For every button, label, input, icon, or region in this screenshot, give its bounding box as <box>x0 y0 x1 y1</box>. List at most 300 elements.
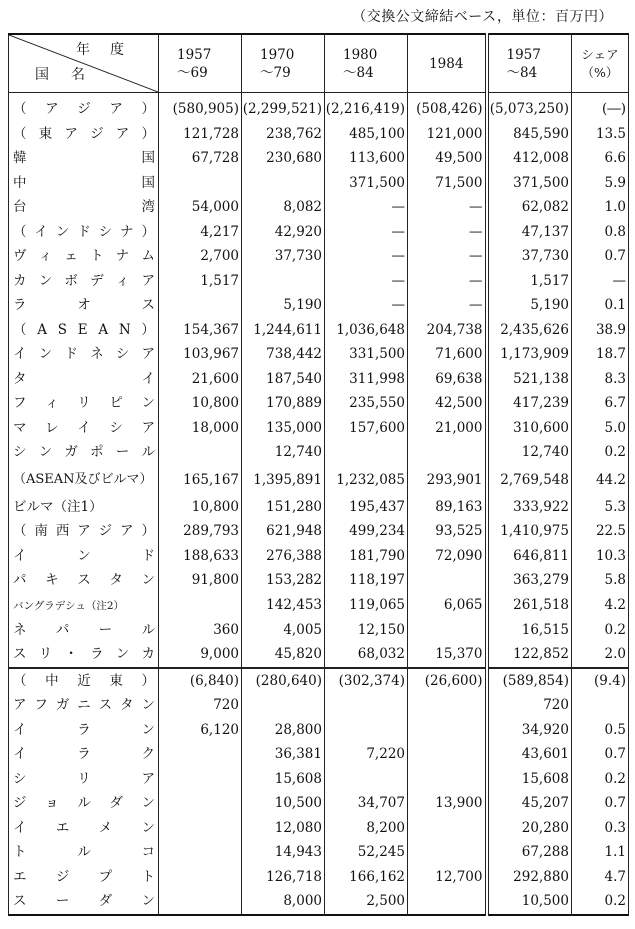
value-cell: 12,740 <box>487 440 572 465</box>
value-cell: 1.0 <box>572 195 629 220</box>
value-cell: 8.3 <box>572 367 629 392</box>
table-row <box>9 269 629 294</box>
value-cell: 118,197 <box>325 568 408 593</box>
country-name <box>9 718 159 743</box>
value-cell: 47,137 <box>487 220 572 245</box>
value-cell: 122,852 <box>487 642 572 668</box>
col-header-text: ～69 <box>177 64 208 81</box>
value-cell: — <box>408 269 487 294</box>
country-name-text: バングラデシュ（注2） <box>13 599 125 612</box>
table-row <box>9 171 629 196</box>
value-cell: 119,065 <box>325 593 408 618</box>
value-cell: 1,173,909 <box>487 342 572 367</box>
value-cell: 42,920 <box>242 220 325 245</box>
value-cell: 43,601 <box>487 742 572 767</box>
value-cell: 18,000 <box>159 416 242 441</box>
value-cell <box>159 889 242 915</box>
value-cell: 54,000 <box>159 195 242 220</box>
table-row <box>9 342 629 367</box>
country-name <box>9 244 159 269</box>
table-row <box>9 618 629 643</box>
value-cell: 45,207 <box>487 791 572 816</box>
value-cell: 621,948 <box>242 519 325 544</box>
value-cell: 0.7 <box>572 244 629 269</box>
value-cell: 1,244,611 <box>242 318 325 343</box>
country-name <box>9 618 159 643</box>
value-cell <box>408 440 487 465</box>
value-cell: 10,500 <box>487 889 572 915</box>
value-cell <box>325 693 408 718</box>
value-cell <box>159 767 242 792</box>
value-cell: 38.9 <box>572 318 629 343</box>
value-cell: 2,700 <box>159 244 242 269</box>
value-cell: 10,800 <box>159 391 242 416</box>
value-cell: 170,889 <box>242 391 325 416</box>
value-cell: 646,811 <box>487 544 572 569</box>
value-cell: 0.5 <box>572 718 629 743</box>
value-cell: 44.2 <box>572 465 629 495</box>
value-cell <box>325 718 408 743</box>
value-cell: 0.7 <box>572 742 629 767</box>
country-name-text: （ A S E A N ） <box>13 321 155 338</box>
country-name-text: イ エ メ ン <box>13 819 155 836</box>
country-name-text: ス ー ダ ン <box>13 893 155 910</box>
country-name-text: シ ン ガ ポ ー ル <box>13 444 155 461</box>
country-name <box>9 293 159 318</box>
value-cell: 49,500 <box>408 146 487 171</box>
value-cell: 363,279 <box>487 568 572 593</box>
country-name <box>9 593 159 618</box>
table-row <box>9 220 629 245</box>
value-cell: 311,998 <box>325 367 408 392</box>
country-name <box>9 318 159 343</box>
country-name-text: ラ オ ス <box>13 297 155 314</box>
value-cell <box>408 816 487 841</box>
value-cell: 187,540 <box>242 367 325 392</box>
table-row <box>9 93 629 122</box>
country-name <box>9 693 159 718</box>
table-row <box>9 816 629 841</box>
value-cell: 4,005 <box>242 618 325 643</box>
value-cell: — <box>325 269 408 294</box>
value-cell <box>408 693 487 718</box>
value-cell: — <box>325 220 408 245</box>
table-row <box>9 195 629 220</box>
value-cell: 5,190 <box>242 293 325 318</box>
country-name-text: （ASEAN及びビルマ） <box>13 471 153 487</box>
value-cell: 91,800 <box>159 568 242 593</box>
value-cell: (280,640) <box>242 668 325 694</box>
value-cell: 230,680 <box>242 146 325 171</box>
value-cell: 293,901 <box>408 465 487 495</box>
country-name-text: エ ジ プ ト <box>13 868 155 885</box>
col-header-text: 1957 <box>177 46 212 63</box>
table-row <box>9 593 629 618</box>
value-cell: 2,500 <box>325 889 408 915</box>
col-header-text: シェア <box>581 46 619 62</box>
col-header-text: 1984 <box>429 55 464 72</box>
country-name <box>9 367 159 392</box>
country-name <box>9 668 159 694</box>
col-header-text: ～84 <box>343 64 374 81</box>
value-cell: 6.6 <box>572 146 629 171</box>
value-cell: 18.7 <box>572 342 629 367</box>
col-header-text: 1980 <box>343 46 378 63</box>
value-cell: 10.3 <box>572 544 629 569</box>
country-name-text: ア フ ガ ニ ス タ ン <box>13 697 155 714</box>
country-name <box>9 195 159 220</box>
value-cell: 235,550 <box>325 391 408 416</box>
value-cell <box>325 767 408 792</box>
value-cell <box>242 693 325 718</box>
col-header-1970-79 <box>242 34 325 93</box>
value-cell: (580,905) <box>159 93 242 122</box>
value-cell: 12,080 <box>242 816 325 841</box>
value-cell: 14,943 <box>242 840 325 865</box>
value-cell: 5.8 <box>572 568 629 593</box>
value-cell: 22.5 <box>572 519 629 544</box>
table-row <box>9 293 629 318</box>
value-cell: 34,707 <box>325 791 408 816</box>
country-name-text: イ ン ド ネ シ ア <box>13 346 155 363</box>
value-cell <box>159 593 242 618</box>
value-cell: 126,718 <box>242 865 325 890</box>
value-cell: 21,000 <box>408 416 487 441</box>
value-cell: — <box>408 244 487 269</box>
value-cell: 113,600 <box>325 146 408 171</box>
value-cell: 521,138 <box>487 367 572 392</box>
col-header-share <box>572 34 629 93</box>
value-cell: 21,600 <box>159 367 242 392</box>
value-cell: (―) <box>572 93 629 122</box>
value-cell: 12,150 <box>325 618 408 643</box>
value-cell: 8,000 <box>242 889 325 915</box>
value-cell: (2,299,521) <box>242 93 325 122</box>
value-cell: 67,728 <box>159 146 242 171</box>
value-cell: 499,234 <box>325 519 408 544</box>
value-cell: 157,600 <box>325 416 408 441</box>
country-name <box>9 840 159 865</box>
value-cell: 166,162 <box>325 865 408 890</box>
country-name-text: タ イ <box>13 370 155 387</box>
value-cell <box>159 791 242 816</box>
value-cell <box>408 618 487 643</box>
value-cell: 62,082 <box>487 195 572 220</box>
value-cell: 37,730 <box>242 244 325 269</box>
table-row <box>9 642 629 668</box>
value-cell <box>408 840 487 865</box>
value-cell: 360 <box>159 618 242 643</box>
country-name-text: 韓 国 <box>13 150 155 167</box>
table-row <box>9 122 629 147</box>
value-cell: 12,700 <box>408 865 487 890</box>
table-row <box>9 889 629 915</box>
col-header-1980-84 <box>325 34 408 93</box>
value-cell: 0.8 <box>572 220 629 245</box>
country-name-text: 台 湾 <box>13 199 155 216</box>
value-cell: (508,426) <box>408 93 487 122</box>
value-cell: 261,518 <box>487 593 572 618</box>
col-header-text: （%） <box>581 64 619 80</box>
value-cell: 5.0 <box>572 416 629 441</box>
value-cell: 103,967 <box>159 342 242 367</box>
col-header-1957-84 <box>487 34 572 93</box>
table-row <box>9 495 629 520</box>
country-name-text: ジ ョ ル ダ ン <box>13 795 155 812</box>
country-name-text: ビルマ（注1） <box>13 498 103 515</box>
col-header-1957-69 <box>159 34 242 93</box>
value-cell: 154,367 <box>159 318 242 343</box>
country-name <box>9 889 159 915</box>
table-row <box>9 693 629 718</box>
value-cell: 93,525 <box>408 519 487 544</box>
country-name <box>9 269 159 294</box>
country-name <box>9 220 159 245</box>
value-cell: (5,073,250) <box>487 93 572 122</box>
value-cell: 1,036,648 <box>325 318 408 343</box>
country-name <box>9 440 159 465</box>
value-cell: 181,790 <box>325 544 408 569</box>
value-cell: (9.4) <box>572 668 629 694</box>
table-row <box>9 465 629 495</box>
value-cell: — <box>325 195 408 220</box>
unit-note: （交換公文締結ベース，単位：百万円） <box>352 9 613 25</box>
value-cell: 20,280 <box>487 816 572 841</box>
country-name <box>9 568 159 593</box>
value-cell: 0.7 <box>572 791 629 816</box>
value-cell: 6.7 <box>572 391 629 416</box>
value-cell: 5.3 <box>572 495 629 520</box>
country-name <box>9 767 159 792</box>
country-name <box>9 791 159 816</box>
table-row <box>9 391 629 416</box>
value-cell: 238,762 <box>242 122 325 147</box>
value-cell: 153,282 <box>242 568 325 593</box>
value-cell: 331,500 <box>325 342 408 367</box>
country-name <box>9 742 159 767</box>
value-cell: 52,245 <box>325 840 408 865</box>
value-cell: — <box>572 269 629 294</box>
value-cell <box>408 568 487 593</box>
country-name <box>9 865 159 890</box>
value-cell: 371,500 <box>325 171 408 196</box>
value-cell <box>408 742 487 767</box>
value-cell: 6,120 <box>159 718 242 743</box>
value-cell: 738,442 <box>242 342 325 367</box>
value-cell: 8,082 <box>242 195 325 220</box>
value-cell: 845,590 <box>487 122 572 147</box>
country-name-text: イ ラ ン <box>13 721 155 738</box>
header-row <box>9 34 629 93</box>
country-name-text: （ イ ン ド シ ナ ） <box>13 223 155 240</box>
value-cell: 1,395,891 <box>242 465 325 495</box>
value-cell: 151,280 <box>242 495 325 520</box>
value-cell: 121,000 <box>408 122 487 147</box>
country-name <box>9 495 159 520</box>
value-cell <box>159 865 242 890</box>
value-cell: — <box>408 195 487 220</box>
value-cell: 0.2 <box>572 767 629 792</box>
country-name-text: ヴ ィ ェ ト ナ ム <box>13 248 155 265</box>
table-row <box>9 318 629 343</box>
value-cell: 412,008 <box>487 146 572 171</box>
value-cell <box>408 889 487 915</box>
table-row <box>9 519 629 544</box>
value-cell: 72,090 <box>408 544 487 569</box>
value-cell: 13.5 <box>572 122 629 147</box>
value-cell: 195,437 <box>325 495 408 520</box>
country-name <box>9 642 159 668</box>
value-cell: — <box>408 220 487 245</box>
value-cell <box>159 816 242 841</box>
value-cell: 7,220 <box>325 742 408 767</box>
value-cell: 8,200 <box>325 816 408 841</box>
value-cell <box>242 171 325 196</box>
value-cell: 292,880 <box>487 865 572 890</box>
value-cell: 417,239 <box>487 391 572 416</box>
value-cell: 4.7 <box>572 865 629 890</box>
country-name <box>9 122 159 147</box>
country-name-text: フ ィ リ ピ ン <box>13 395 155 412</box>
value-cell: 28,800 <box>242 718 325 743</box>
value-cell: 10,500 <box>242 791 325 816</box>
value-cell: 10,800 <box>159 495 242 520</box>
country-name-text: （ ア ジ ア ） <box>13 101 155 118</box>
value-cell: 485,100 <box>325 122 408 147</box>
value-cell: 15,370 <box>408 642 487 668</box>
value-cell: 45,820 <box>242 642 325 668</box>
value-cell: 71,600 <box>408 342 487 367</box>
table-row <box>9 742 629 767</box>
value-cell: (589,854) <box>487 668 572 694</box>
value-cell: 68,032 <box>325 642 408 668</box>
value-cell: 67,288 <box>487 840 572 865</box>
country-name-text: シ リ ア <box>13 770 155 787</box>
value-cell: (302,374) <box>325 668 408 694</box>
value-cell: 276,388 <box>242 544 325 569</box>
value-cell: 121,728 <box>159 122 242 147</box>
col-header-text: ～84 <box>506 64 538 81</box>
country-name <box>9 93 159 122</box>
col-header-1984 <box>408 34 487 93</box>
country-name <box>9 816 159 841</box>
value-cell: 289,793 <box>159 519 242 544</box>
value-cell: 310,600 <box>487 416 572 441</box>
value-cell: 4.2 <box>572 593 629 618</box>
country-name <box>9 171 159 196</box>
value-cell: 0.1 <box>572 293 629 318</box>
oda-table <box>8 33 629 916</box>
value-cell: 6,065 <box>408 593 487 618</box>
value-cell: 720 <box>487 693 572 718</box>
value-cell <box>159 840 242 865</box>
table-row <box>9 791 629 816</box>
value-cell <box>325 440 408 465</box>
value-cell: 2,435,626 <box>487 318 572 343</box>
country-name <box>9 416 159 441</box>
value-cell <box>408 767 487 792</box>
value-cell: (6,840) <box>159 668 242 694</box>
country-name <box>9 391 159 416</box>
table-body <box>9 93 629 915</box>
value-cell: 71,500 <box>408 171 487 196</box>
value-cell <box>572 693 629 718</box>
corner-country-label: 国名 <box>35 67 107 83</box>
table-row <box>9 367 629 392</box>
value-cell <box>159 742 242 767</box>
col-header-text: ～79 <box>260 64 291 81</box>
table-row <box>9 544 629 569</box>
table-row <box>9 244 629 269</box>
value-cell: 36,381 <box>242 742 325 767</box>
table-row <box>9 767 629 792</box>
value-cell: 1.1 <box>572 840 629 865</box>
value-cell: 142,453 <box>242 593 325 618</box>
value-cell: 69,638 <box>408 367 487 392</box>
country-name <box>9 519 159 544</box>
country-name-text: （ 東 ア ジ ア ） <box>13 125 155 142</box>
country-name-text: ネ パ ー ル <box>13 621 155 638</box>
value-cell: 5.9 <box>572 171 629 196</box>
value-cell: 204,738 <box>408 318 487 343</box>
table-row <box>9 568 629 593</box>
value-cell: (2,216,419) <box>325 93 408 122</box>
value-cell: — <box>408 293 487 318</box>
country-name-text: カ ン ボ デ ィ ア <box>13 272 155 289</box>
value-cell: — <box>325 244 408 269</box>
table-row <box>9 718 629 743</box>
country-name-text: （ 中 近 東 ） <box>13 672 155 689</box>
value-cell: 188,633 <box>159 544 242 569</box>
value-cell: 1,410,975 <box>487 519 572 544</box>
table-row <box>9 668 629 694</box>
value-cell <box>408 718 487 743</box>
col-header-text: 1970 <box>260 46 295 63</box>
table-row <box>9 440 629 465</box>
corner-header <box>9 34 159 93</box>
value-cell: 42,500 <box>408 391 487 416</box>
col-header-text: 1957 <box>506 46 541 63</box>
country-name-text: マ レ イ シ ア <box>13 419 155 436</box>
value-cell: 13,900 <box>408 791 487 816</box>
value-cell: 135,000 <box>242 416 325 441</box>
value-cell: 0.2 <box>572 440 629 465</box>
table-row <box>9 416 629 441</box>
value-cell: 0.3 <box>572 816 629 841</box>
value-cell: 15,608 <box>487 767 572 792</box>
country-name <box>9 342 159 367</box>
table-row <box>9 840 629 865</box>
value-cell: 4,217 <box>159 220 242 245</box>
value-cell: 16,515 <box>487 618 572 643</box>
value-cell: 34,920 <box>487 718 572 743</box>
value-cell: 371,500 <box>487 171 572 196</box>
country-name-text: ス リ ・ ラ ン カ <box>13 646 155 663</box>
value-cell: 2,769,548 <box>487 465 572 495</box>
country-name-text: イ ン ド <box>13 547 155 564</box>
country-name-text: パ キ ス タ ン <box>13 572 155 589</box>
country-name-text: （ 南 西 ア ジ ア ） <box>13 523 155 540</box>
value-cell: 0.2 <box>572 889 629 915</box>
value-cell: 333,922 <box>487 495 572 520</box>
value-cell: (26,600) <box>408 668 487 694</box>
value-cell: 5,190 <box>487 293 572 318</box>
table-row <box>9 865 629 890</box>
value-cell: 165,167 <box>159 465 242 495</box>
country-name <box>9 544 159 569</box>
country-name <box>9 465 159 495</box>
value-cell: 15,608 <box>242 767 325 792</box>
